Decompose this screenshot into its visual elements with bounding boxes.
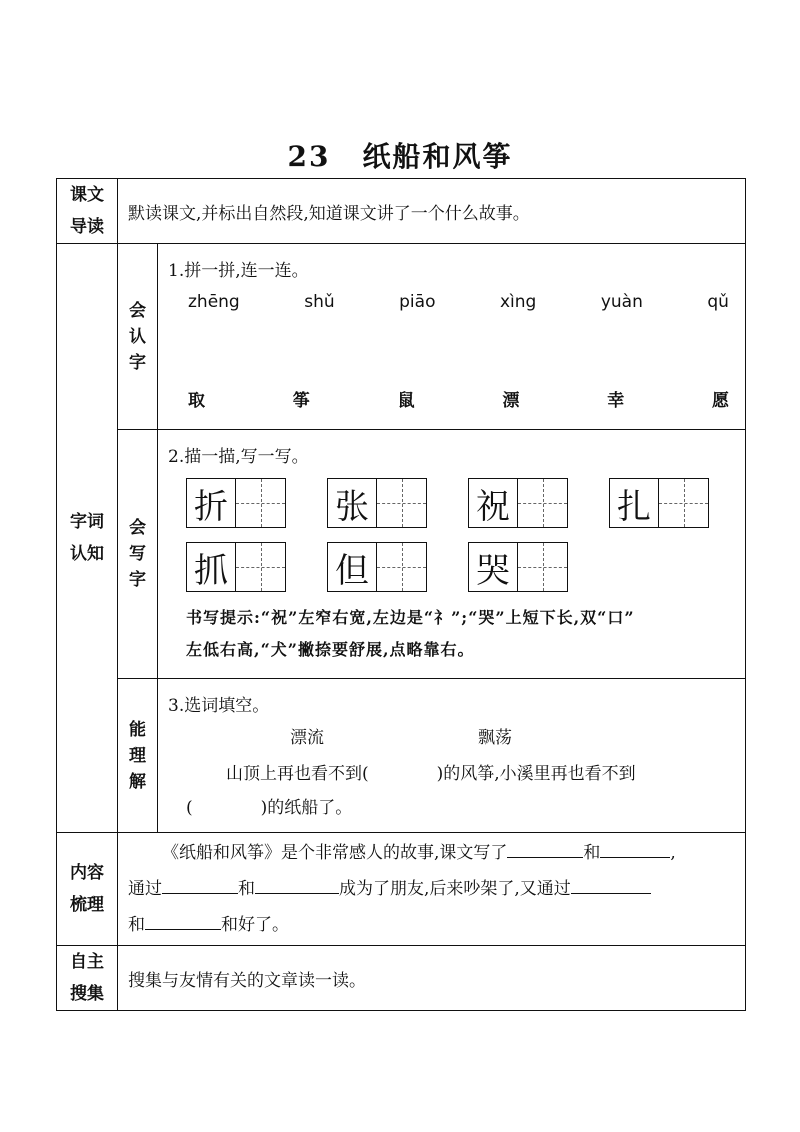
pinyin-item: zhēng [188,292,240,312]
understand-label [118,679,158,833]
sentence-part: 山顶上再也看不到( [226,764,369,784]
char-item: 幸 [607,391,625,411]
collect-label-line2: 搜集 [70,984,104,1004]
char-item: 鼠 [397,391,415,411]
sentence-part: ( [186,798,193,818]
pinyin-item: qǔ [707,292,729,312]
sentence-part: )的纸船了。 [260,798,353,818]
writing-boxes-row2 [186,542,568,592]
guide-row [57,179,746,244]
lesson-number: 23 [287,140,331,173]
word-choice-a: 漂流 [290,728,324,748]
understand-content [158,679,746,833]
pinyin-item: piāo [399,292,436,312]
word-choice-b: 飘荡 [478,728,512,748]
summary-text: 和 [583,843,601,863]
write-row [57,430,746,679]
summary-blank[interactable] [600,839,670,858]
summary-blank[interactable] [145,911,221,930]
understand-row [57,679,746,833]
vocab-label-line2: 认知 [70,544,104,564]
recognize-label-char: 会 [129,300,146,321]
recognize-content [158,244,746,430]
pinyin-item: yuàn [600,292,643,312]
summary-blank[interactable] [255,875,339,894]
write-label-char: 写 [129,544,146,564]
page-title [0,135,800,175]
practice-square[interactable] [235,543,285,591]
worksheet-table [56,178,746,1011]
write-question: 2.描一描,写一写。 [168,447,309,467]
char-item: 漂 [502,391,520,411]
vocab-label [57,244,118,833]
summary-label [57,833,118,946]
practice-square[interactable] [658,479,708,527]
summary-blank[interactable] [162,875,238,894]
pinyin-item: shǔ [304,292,335,312]
summary-text: 成为了朋友,后来吵架了,又通过 [339,879,571,899]
writing-hint-line2: 左低右高,“犬”撇捺要舒展,点略靠右。 [186,640,475,659]
char-row [188,386,729,411]
summary-row [57,833,746,946]
writing-boxes-row1 [186,478,709,528]
writing-box[interactable] [468,478,568,528]
summary-text: , [670,843,676,863]
recognize-label-char: 认 [129,326,146,347]
write-label [118,430,158,679]
understand-label-char: 理 [129,745,146,766]
writing-hint-line1: 书写提示:“祝”左窄右宽,左边是“礻”;“哭”上短下长,双“口” [186,608,635,627]
understand-question: 3.选词填空。 [168,696,270,716]
summary-blank[interactable] [507,839,583,858]
trace-char: 抓 [194,550,228,591]
recognize-label-char: 字 [129,352,146,373]
practice-square[interactable] [517,479,567,527]
pinyin-item: xìng [499,292,537,312]
char-item: 愿 [711,391,729,411]
guide-label [57,179,118,244]
collect-row [57,946,746,1011]
trace-char: 但 [335,550,369,591]
guide-text: 默读课文,并标出自然段,知道课文讲了一个什么故事。 [118,179,746,244]
practice-square[interactable] [376,543,426,591]
guide-label-line2: 导读 [70,217,104,237]
writing-box[interactable] [327,542,427,592]
summary-text: 和 [128,915,145,935]
sentence-part: )的风筝,小溪里再也看不到 [436,764,636,784]
write-label-char: 字 [129,570,146,590]
guide-label-line1: 课文 [70,185,104,205]
fill-sentence [186,757,735,825]
write-label-char: 会 [129,518,146,538]
trace-char: 哭 [476,550,510,591]
summary-text: 《纸船和风筝》是个非常感人的故事,课文写了 [162,843,508,863]
trace-char: 扎 [617,486,651,527]
summary-text: 和 [238,879,255,899]
char-item: 筝 [292,391,310,411]
recognize-row [57,244,746,430]
summary-blank[interactable] [571,875,651,894]
writing-hint [186,602,735,666]
recognize-question: 1.拼一拼,连一连。 [168,261,309,281]
writing-box[interactable] [327,478,427,528]
trace-char: 张 [335,486,369,527]
vocab-label-line1: 字词 [70,512,104,532]
practice-square[interactable] [235,479,285,527]
trace-char: 折 [194,486,228,527]
practice-square[interactable] [376,479,426,527]
summary-text: 通过 [128,879,162,899]
summary-label-line2: 梳理 [70,895,104,915]
pinyin-row [188,292,729,312]
writing-box[interactable] [186,542,286,592]
writing-box[interactable] [186,478,286,528]
summary-content [118,833,746,946]
understand-label-char: 能 [129,719,146,740]
understand-label-char: 解 [129,771,146,792]
summary-text: 和好了。 [221,915,289,935]
summary-label-line1: 内容 [70,863,104,883]
recognize-label [118,244,158,430]
char-item: 取 [188,391,205,411]
lesson-title: 纸船和风筝 [362,140,513,173]
write-content [158,430,746,679]
writing-box[interactable] [609,478,709,528]
trace-char: 祝 [476,486,510,527]
collect-text: 搜集与友情有关的文章读一读。 [118,946,746,1011]
collect-label-line1: 自主 [70,952,104,972]
writing-box[interactable] [468,542,568,592]
practice-square[interactable] [517,543,567,591]
collect-label [57,946,118,1011]
